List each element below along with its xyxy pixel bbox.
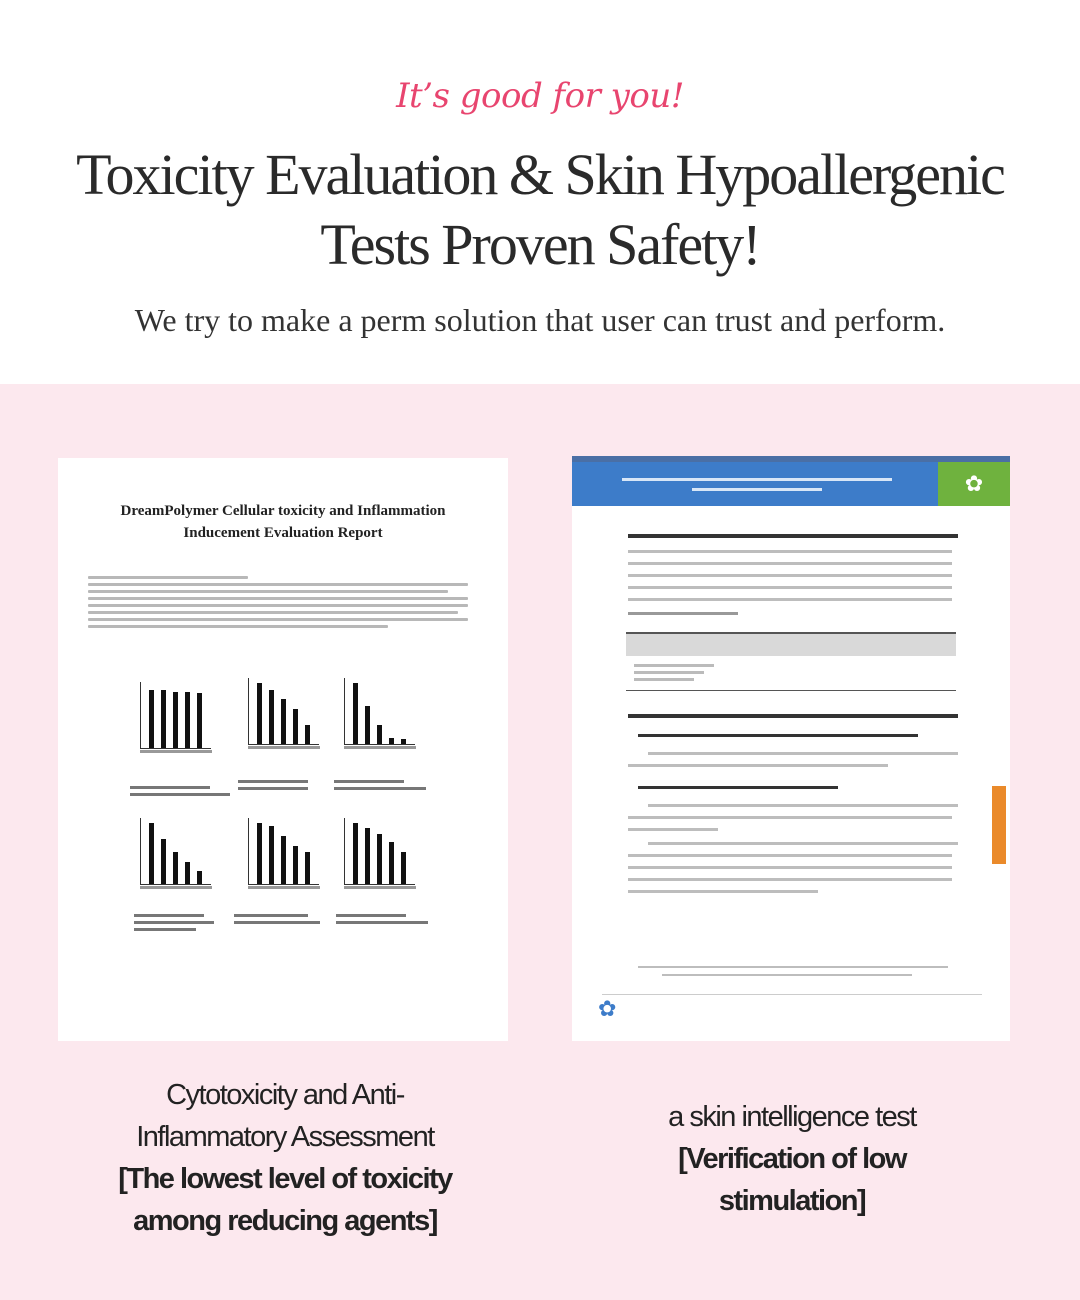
- chart-bar: [365, 706, 370, 744]
- mini-bar-chart: [238, 676, 324, 762]
- left-caption: [60, 1074, 510, 1242]
- chart-bar: [173, 852, 178, 884]
- method-label: [334, 780, 444, 794]
- chart-bar: [257, 683, 262, 744]
- report-banner: [572, 462, 938, 506]
- mini-bar-chart: [130, 816, 216, 902]
- chart-bar: [269, 690, 274, 744]
- chart-bar: [197, 693, 202, 748]
- report-title: [78, 500, 488, 544]
- chart-axis: [344, 818, 415, 885]
- method-label: [134, 914, 244, 935]
- institute-logo-icon: ✿: [938, 462, 1010, 506]
- chart-bar: [281, 836, 286, 884]
- chart-bar: [401, 852, 406, 884]
- right-caption-bold-1: [Verification of low: [678, 1143, 906, 1175]
- mini-bar-chart: [130, 680, 216, 766]
- results-table: [626, 632, 956, 691]
- chart-axis: [248, 678, 319, 745]
- page-title-line-2: Tests Proven Safety!: [320, 212, 760, 277]
- method-label: [336, 914, 446, 928]
- chart-axis: [140, 682, 211, 749]
- right-caption-bold-2: stimulation]: [718, 1185, 866, 1217]
- method-label: [238, 780, 348, 794]
- toxicity-report-image: [58, 458, 508, 1041]
- chart-axis: [140, 818, 211, 885]
- chart-bar: [389, 738, 394, 744]
- chart-bar: [293, 709, 298, 744]
- right-caption-line-1: a skin intelligence test: [668, 1101, 916, 1133]
- chart-bar: [365, 828, 370, 884]
- chart-bar: [257, 823, 262, 884]
- chart-ticks: [344, 746, 416, 749]
- chart-bar: [149, 690, 154, 748]
- left-caption-bold-1: [The lowest level of toxicity: [118, 1163, 452, 1195]
- chart-axis: [248, 818, 319, 885]
- chart-bar: [281, 699, 286, 744]
- chart-bar: [293, 846, 298, 884]
- chart-ticks: [140, 750, 212, 753]
- subtitle: We try to make a perm solution that user can trust and perform.: [134, 302, 946, 338]
- method-label: [234, 914, 344, 928]
- chart-bar: [185, 862, 190, 884]
- chart-bar: [377, 834, 382, 884]
- chart-bar: [401, 739, 406, 744]
- chart-axis: [344, 678, 415, 745]
- chart-bar: [377, 725, 382, 744]
- chart-ticks: [140, 886, 212, 889]
- report-title-line-2: Inducement Evaluation Report: [183, 525, 383, 541]
- chart-bar: [305, 725, 310, 744]
- chart-bar: [173, 692, 178, 748]
- header-section: [0, 0, 1080, 384]
- chart-bar: [353, 823, 358, 884]
- left-caption-line-2: Inflammatory Assessment: [136, 1121, 434, 1153]
- chart-ticks: [248, 746, 320, 749]
- right-caption: [572, 1096, 1012, 1222]
- chart-bar: [185, 692, 190, 748]
- chart-bar: [197, 871, 202, 884]
- chart-ticks: [344, 886, 416, 889]
- institute-logo-icon: ✿: [598, 996, 617, 1021]
- report-title-line-1: DreamPolymer Cellular toxicity and Inflammation: [120, 503, 446, 519]
- page-title-line-1: Toxicity Evaluation & Skin Hypoallergenic: [76, 142, 1004, 207]
- chart-bar: [305, 852, 310, 884]
- skin-test-report-image: [572, 456, 1010, 1041]
- chart-bar: [389, 842, 394, 884]
- mini-bar-chart: [334, 816, 420, 902]
- method-label: [130, 786, 240, 800]
- chart-bar: [161, 690, 166, 748]
- chart-bar: [269, 826, 274, 884]
- page-title: [0, 140, 1080, 280]
- chart-bar: [149, 823, 154, 884]
- mini-bar-chart: [334, 676, 420, 762]
- chart-bar: [353, 683, 358, 744]
- report-body-text: [88, 576, 488, 632]
- left-caption-bold-2: among reducing agents]: [133, 1205, 437, 1237]
- left-caption-line-1: Cytotoxicity and Anti-: [166, 1079, 404, 1111]
- side-tab: [992, 786, 1006, 864]
- tagline: It’s good for you!: [396, 76, 684, 116]
- chart-bar: [161, 839, 166, 884]
- chart-ticks: [248, 886, 320, 889]
- mini-bar-chart: [238, 816, 324, 902]
